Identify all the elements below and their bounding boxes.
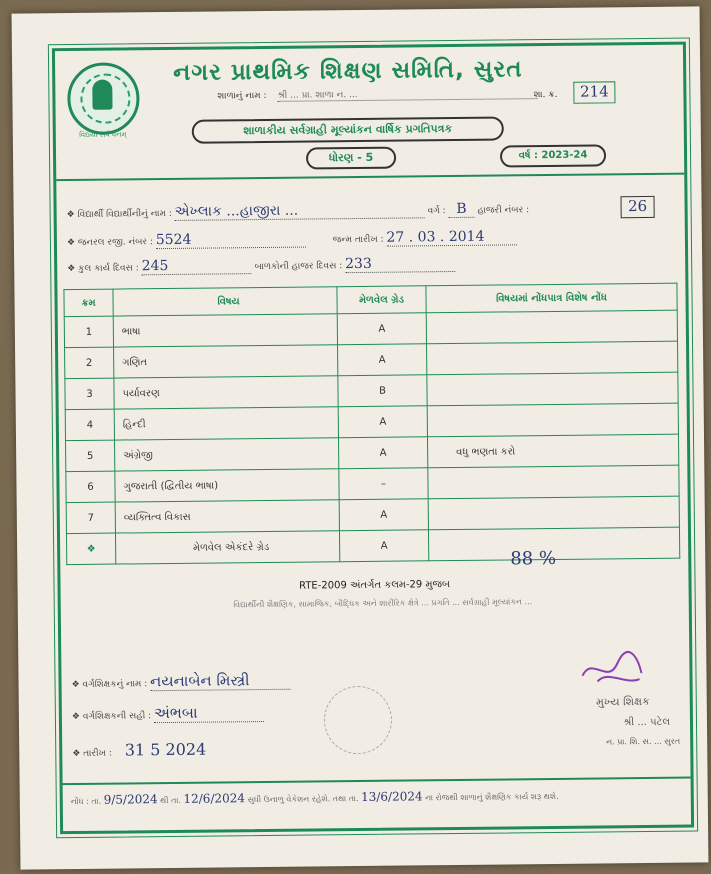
- rte-caption: RTE-2009 અંતર્ગત કલમ-29 મુજબ: [299, 579, 451, 592]
- student-name-value: એખ્લાક ...હાજીરા ...: [175, 201, 425, 221]
- divider: [56, 173, 684, 182]
- col-header-subject: વિષય: [113, 287, 337, 316]
- roll-number-value: 26: [620, 196, 654, 218]
- footer-note: [71, 787, 683, 807]
- principal-signature-icon: [577, 645, 647, 692]
- footer-prefix: નોંધ : તા.: [70, 796, 102, 807]
- dob-label: જન્મ તારીખ :: [332, 234, 384, 246]
- teacher-sign-row: ❖ વર્ગશિક્ષકની સહી : અંભબા: [72, 703, 264, 724]
- school-reopen-date: 13/6/2024: [360, 789, 423, 805]
- student-name-row: ❖ વિદ્યાર્થી વિદ્યાર્થીનીનું નામ : એખ્લાક ...હાજીરા ... વર્ગ : B હાજરી નંબર :: [66, 200, 530, 221]
- overall-grade-row: [66, 527, 679, 564]
- logo-caption: વિદ્યયા સર્વ ધનમ્: [79, 130, 127, 139]
- row-grade: A: [338, 344, 427, 376]
- row-subject: ગણિત: [114, 345, 338, 378]
- row-note: [427, 341, 678, 375]
- row-grade: A: [338, 406, 427, 438]
- row-note: [426, 310, 677, 344]
- row-number: 4: [65, 409, 114, 441]
- row-subject: ગુજરાતી (દ્વિતીય ભાષા): [115, 469, 339, 502]
- present-days-value: 233: [345, 255, 455, 273]
- teacher-name-label: વર્ગશિક્ષકનું નામ :: [82, 679, 148, 690]
- percentage-value: 88 %: [510, 547, 557, 570]
- row-subject: પર્યાવરણ: [114, 376, 338, 409]
- principal-school: ન. પ્રા. શિ. સ. ... સુરત: [606, 736, 681, 747]
- row-grade: A: [339, 499, 428, 531]
- school-code-label: શા. ક્ર.: [533, 89, 558, 101]
- row-note: [428, 496, 679, 530]
- vacation-end-date: 12/6/2024: [183, 791, 246, 806]
- row-note: [427, 403, 678, 437]
- footer-mid-1: થી તા.: [160, 795, 181, 806]
- col-header-grade: મેળવેલ ગ્રેડ: [337, 286, 426, 314]
- teacher-sign-value: અંભબા: [154, 703, 264, 723]
- date-value: 31 5 2024: [124, 739, 207, 760]
- overall-mark: ❖: [66, 533, 115, 565]
- row-subject: વ્યક્તિત્વ વિકાસ: [115, 500, 339, 533]
- row-number: 3: [65, 378, 114, 410]
- row-subject: અંગ્રેજી: [115, 438, 339, 471]
- row-note: [428, 465, 679, 499]
- year-label: વર્ષ : 2023-24: [500, 144, 606, 167]
- row-grade: B: [338, 375, 427, 407]
- report-card-paper: [12, 6, 709, 869]
- date-row: ❖ તારીખ : 31 5 2024: [72, 739, 207, 760]
- overall-grade-value: A: [339, 530, 428, 562]
- info-paragraph: વિદ્યાર્થીની શૈક્ષણિક, સામાજિક, બૌદ્ધિક અને શારીરિક ક્ષેત્રે ... પ્રગતિ ... સર્વગ્રાહી મૂલ્યાંકન ...: [233, 597, 533, 610]
- student-name-label: વિદ્યાર્થી વિદ્યાર્થીનીનું નામ :: [77, 208, 172, 220]
- row-number: 6: [66, 471, 115, 503]
- report-card-frame: [52, 42, 694, 835]
- row-subject: હિન્દી: [114, 407, 338, 440]
- school-name-row: [217, 88, 537, 102]
- gr-label: જનરલ રજી. નંબર :: [77, 237, 154, 248]
- row-number: 7: [66, 502, 115, 534]
- working-days-label: કુલ કાર્ય દિવસ :: [78, 263, 139, 274]
- teacher-name-row: ❖ વર્ગશિક્ષકનું નામ : નયનાબેન મિસ્ત્રી: [71, 671, 290, 692]
- school-name-label: શાળાનું નામ :: [217, 90, 267, 102]
- principal-name: શ્રી ... પટેલ: [623, 716, 671, 729]
- col-header-no: ક્રમ: [64, 289, 113, 317]
- footer-mid-2: સુધી ઉનાળુ વેકેશન રહેશે. તથા તા.: [247, 794, 359, 805]
- date-label: તારીખ :: [83, 748, 112, 759]
- row-number: 1: [64, 316, 113, 348]
- divider: [63, 777, 691, 786]
- row-grade: A: [337, 313, 426, 345]
- col-header-note: વિષયમાં નોંધપાત્ર વિશેષ નોંધ: [426, 283, 677, 313]
- dob-value: 27 . 03 . 2014: [386, 228, 516, 246]
- row-subject: ભાષા: [113, 314, 337, 347]
- row-grade: –: [339, 468, 428, 500]
- gr-value: 5524: [156, 231, 306, 250]
- committee-logo: [67, 62, 140, 135]
- working-days-value: 245: [142, 257, 252, 275]
- present-days-label: બાળકોની હાજર દિવસ :: [254, 261, 343, 273]
- overall-grade-label: મેળવેલ એકંદરે ગ્રેડ: [115, 531, 339, 564]
- roll-label: હાજરી નંબર :: [477, 205, 530, 216]
- card-title: શાળાકીય સર્વગ્રાહી મૂલ્યાંકન વાર્ષિક પ્રગતિપત્રક: [192, 116, 504, 143]
- school-name-value: શ્રી ... પ્રા. શાળા ન. ...: [277, 88, 537, 102]
- footer-suffix: ના રોજથી શાળાનું શૈક્ષણિક કાર્ય શરૂ થશે.: [425, 791, 559, 803]
- gr-dob-row: ❖ જનરલ રજી. નંબર : 5524 જન્મ તારીખ : 27 . 03 . 2014: [67, 228, 517, 250]
- row-note: [427, 372, 678, 406]
- vacation-start-date: 9/5/2024: [103, 792, 158, 807]
- row-grade: A: [338, 437, 427, 469]
- principal-title: મુખ્ય શિક્ષક: [596, 694, 650, 709]
- attendance-row: ❖ કુલ કાર્ય દિવસ : 245 બાળકોની હાજર દિવસ : 233: [67, 255, 455, 276]
- row-number: 2: [65, 347, 114, 379]
- grades-table: [63, 283, 680, 565]
- row-number: 5: [66, 440, 115, 472]
- school-stamp: [324, 686, 393, 755]
- row-note: વધુ ભણતા કરો: [427, 434, 678, 468]
- section-value: B: [448, 201, 474, 218]
- standard-label: ધોરણ - 5: [306, 147, 396, 170]
- committee-title: નગર પ્રાથમિક શિક્ષણ સમિતિ, સુરત: [173, 56, 523, 86]
- school-code-value: 214: [573, 81, 615, 103]
- section-label: વર્ગ :: [427, 206, 446, 217]
- teacher-name-value: નયનાબેન મિસ્ત્રી: [150, 671, 290, 691]
- teacher-sign-label: વર્ગશિક્ષકની સહી :: [82, 711, 152, 722]
